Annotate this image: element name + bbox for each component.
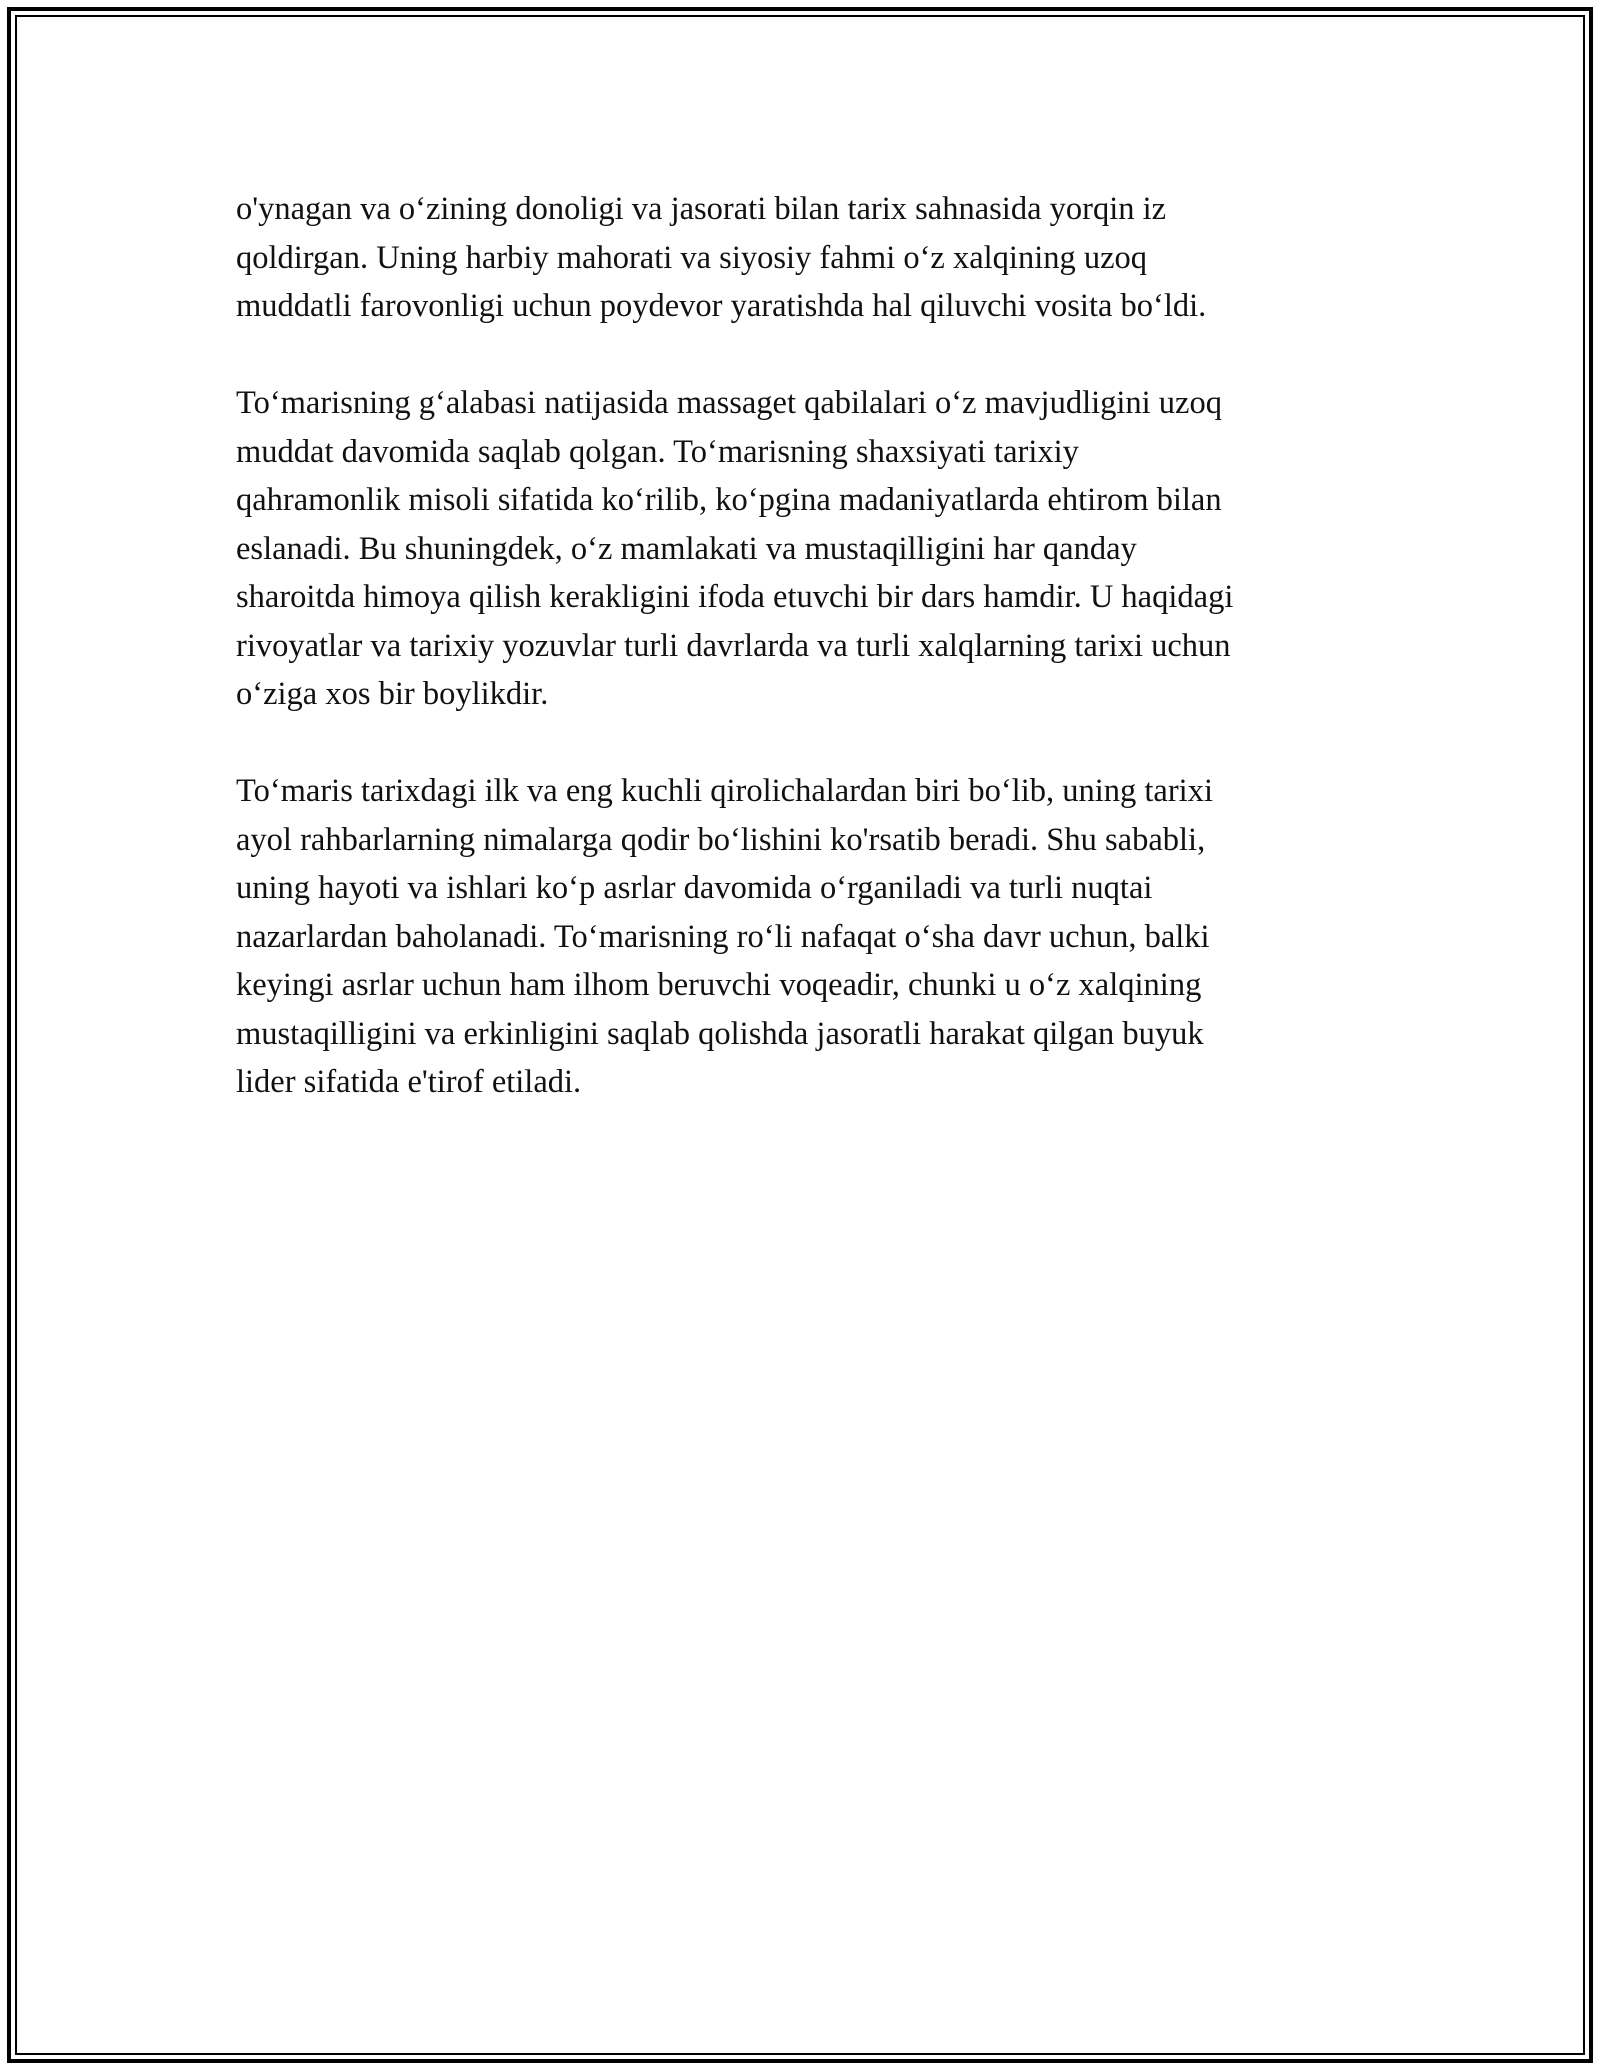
document-body <box>236 185 1376 1155</box>
text-line: muddat davomida saqlab qolgan. To‘marisning shaxsiyati tarixiy <box>236 433 1079 470</box>
text-line: mustaqilligini va erkinligini saqlab qolishda jasoratli harakat qilgan buyuk <box>236 1015 1204 1052</box>
text-line: uning hayoti va ishlari ko‘p asrlar davomida o‘rganiladi va turli nuqtai <box>236 870 1153 906</box>
text-line: o'ynagan va o‘zining donoligi va jasorati bilan tarix sahnasida yorqin iz <box>236 191 1167 227</box>
text-line: sharoitda himoya qilish kerakligini ifoda etuvchi bir dars hamdir. U haqidagi <box>236 579 1234 615</box>
paragraph-3 <box>236 767 1376 1107</box>
text-line: muddatli farovonligi uchun poydevor yaratishda hal qiluvchi vosita bo‘ldi. <box>236 288 1207 324</box>
text-line: lider sifatida e'tirof etiladi. <box>236 1064 582 1100</box>
text-line: keyingi asrlar uchun ham ilhom beruvchi voqeadir, chunki u o‘z xalqining <box>236 967 1202 1003</box>
text-line: qahramonlik misoli sifatida ko‘rilib, ko‘pgina madaniyatlarda ehtirom bilan <box>236 482 1222 518</box>
paragraph-1 <box>236 185 1376 331</box>
text-line: qoldirgan. Uning harbiy mahorati va siyosiy fahmi o‘z xalqining uzoq <box>236 239 1148 276</box>
text-line: o‘ziga xos bir boylikdir. <box>236 676 549 712</box>
text-line: nazarlardan baholanadi. To‘marisning ro‘li nafaqat o‘sha davr uchun, balki <box>236 918 1210 955</box>
text-line: rivoyatlar va tarixiy yozuvlar turli davrlarda va turli xalqlarning tarixi uchun <box>236 627 1231 664</box>
text-line: To‘maris tarixdagi ilk va eng kuchli qirolichalardan biri bo‘lib, uning tarixi <box>236 773 1213 809</box>
paragraph-2 <box>236 379 1376 719</box>
text-line: ayol rahbarlarning nimalarga qodir bo‘lishini ko'rsatib beradi. Shu sababli, <box>236 821 1206 858</box>
text-line: To‘marisning g‘alabasi natijasida massaget qabilalari o‘z mavjudligini uzoq <box>236 385 1222 421</box>
text-line: eslanadi. Bu shuningdek, o‘z mamlakati va mustaqilligini har qanday <box>236 530 1137 567</box>
